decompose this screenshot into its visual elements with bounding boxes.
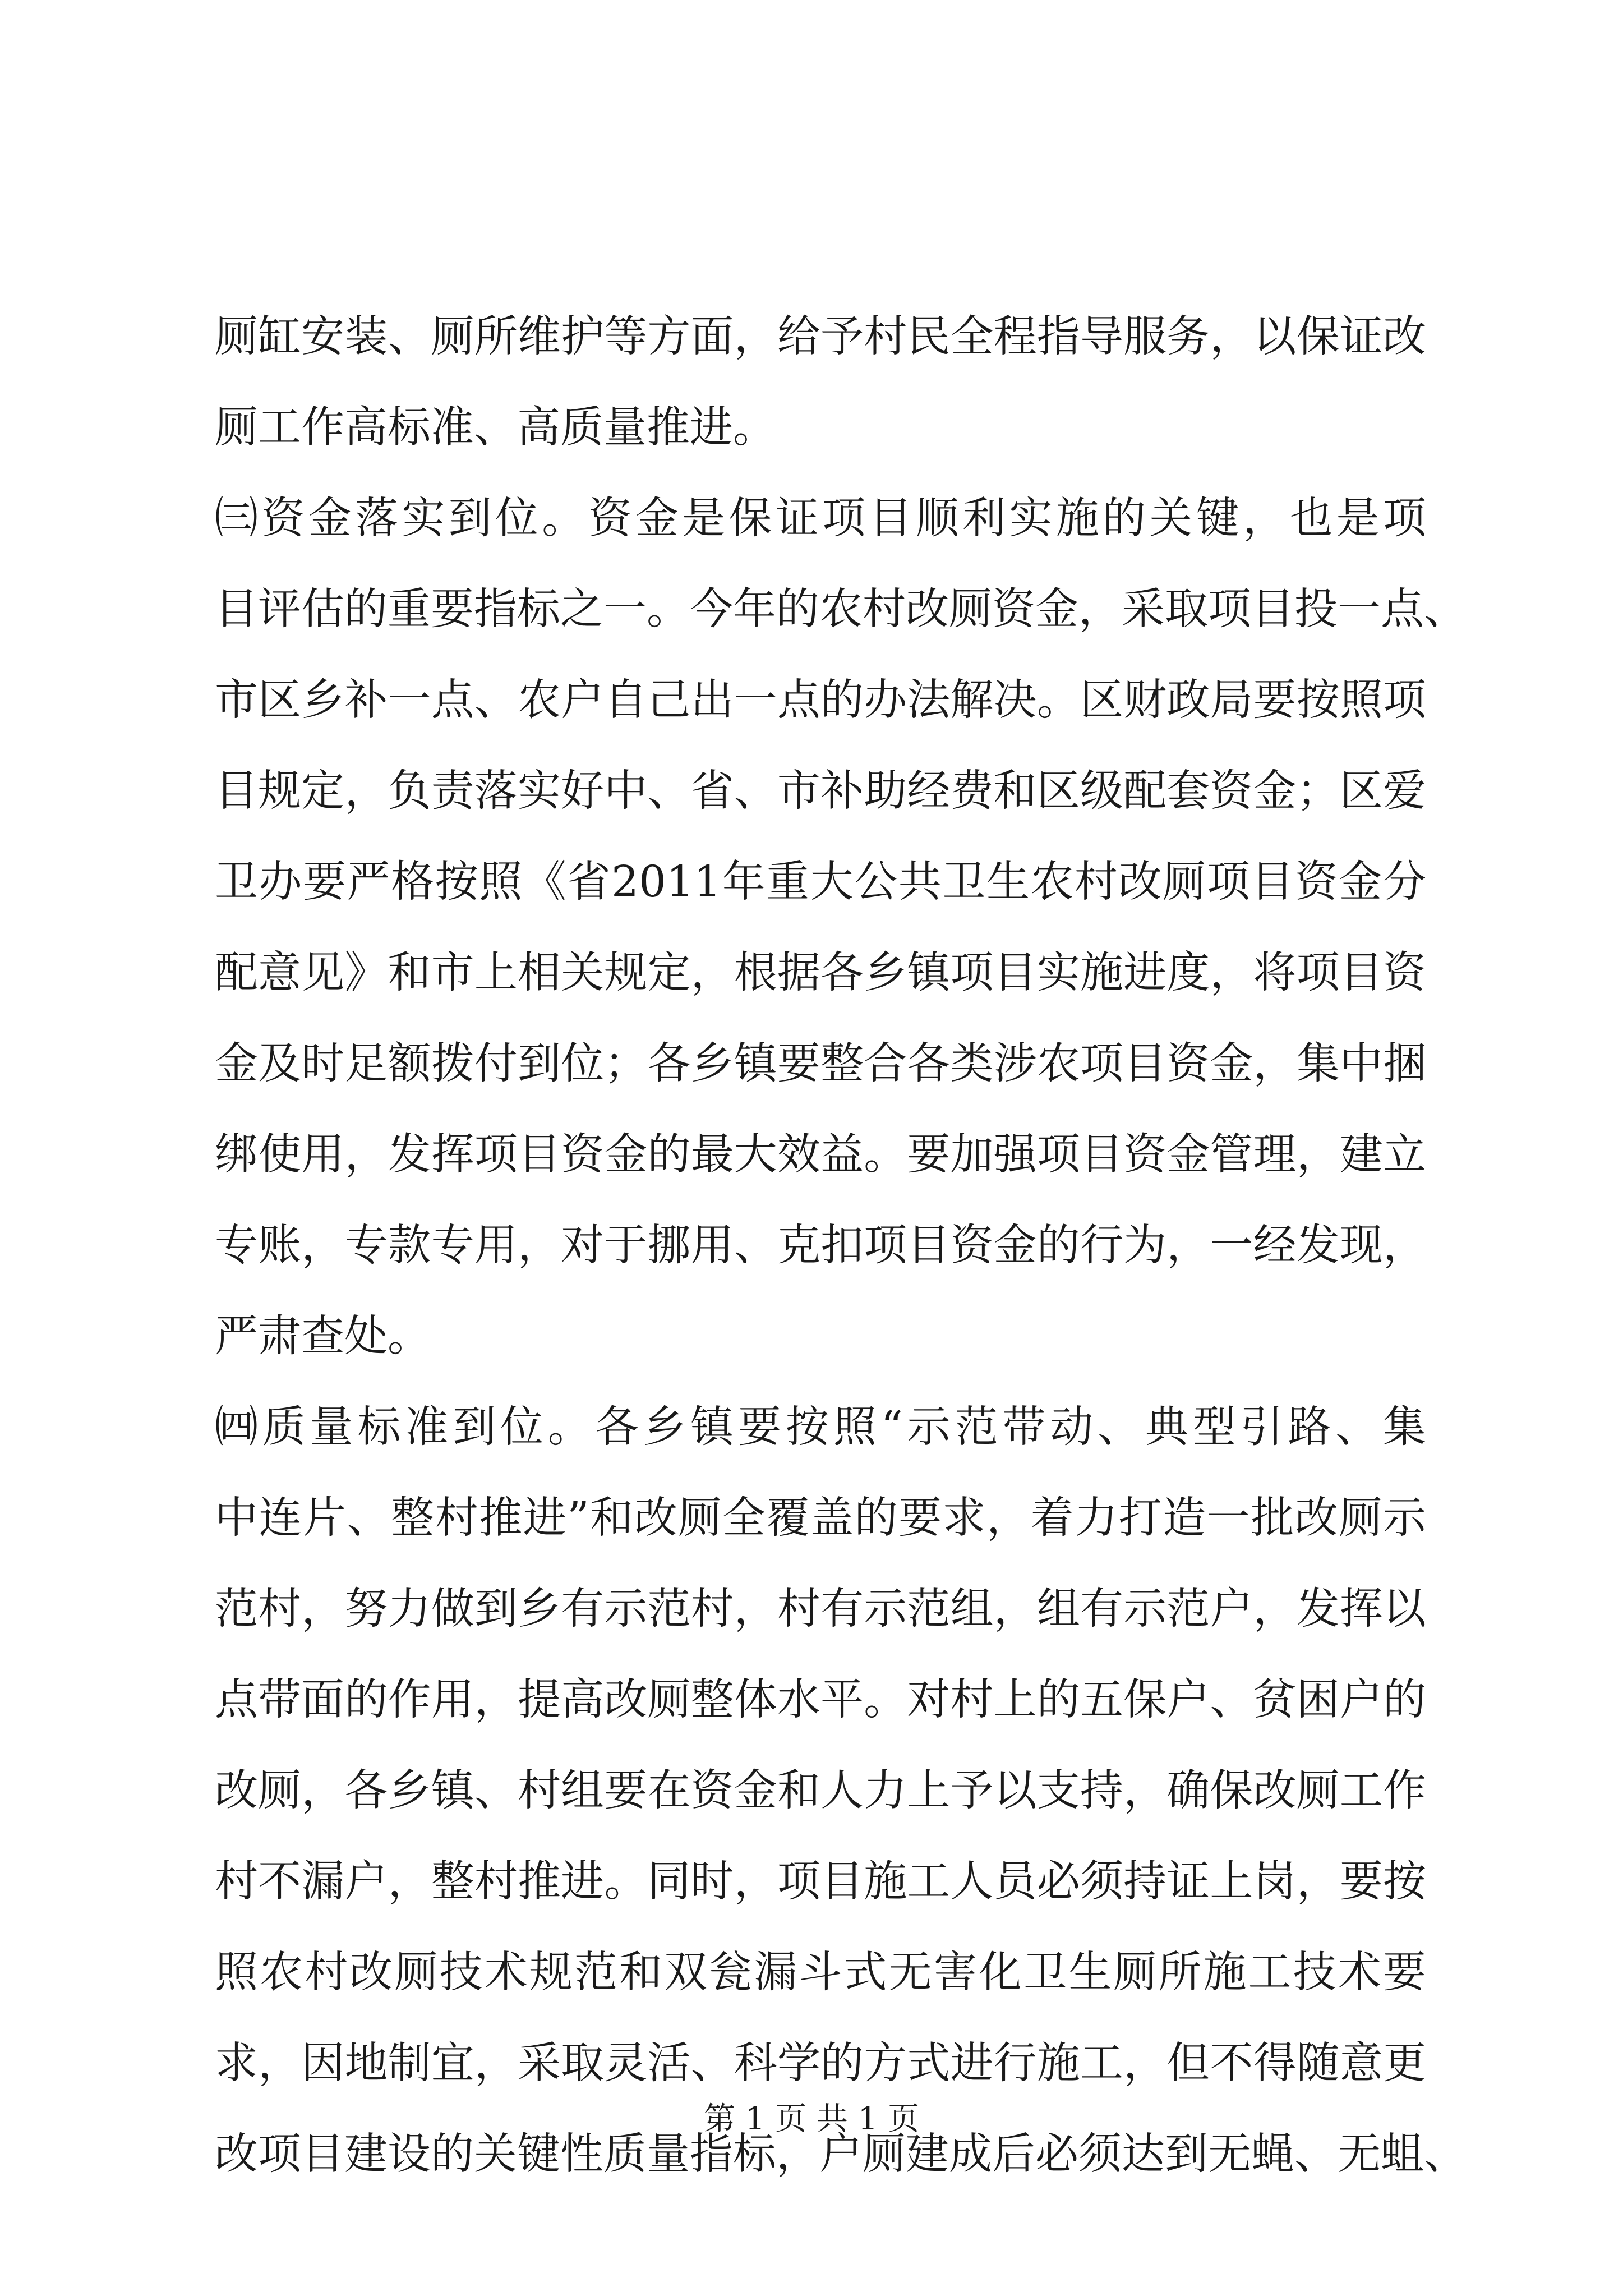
text-line: 配意见》和市上相关规定，根据各乡镇项目实施进度，将项目资 (215, 948, 1426, 998)
text-line: 目规定，负责落实好中、省、市补助经费和区级配套资金；区爱 (215, 766, 1426, 816)
page-footer: 第 1 页 共 1 页 (703, 2101, 920, 2137)
text-line: ㈣质量标准到位。各乡镇要按照“示范带动、典型引路、集 (215, 1402, 1426, 1452)
text-line: 求，因地制宜，采取灵活、科学的方式进行施工，但不得随意更 (215, 2039, 1426, 2088)
text-line: 改厕，各乡镇、村组要在资金和人力上予以支持，确保改厕工作 (215, 1766, 1426, 1816)
text-line: 厕缸安装、厕所维护等方面，给予村民全程指导服务，以保证改 (215, 312, 1426, 362)
text-line: 绑使用，发挥项目资金的最大效益。要加强项目资金管理，建立 (215, 1130, 1426, 1180)
text-line: 专账，专款专用，对于挪用、克扣项目资金的行为，一经发现， (215, 1221, 1426, 1271)
text-line: 范村，努力做到乡有示范村，村有示范组，组有示范户，发挥以 (215, 1584, 1426, 1634)
text-line: 村不漏户，整村推进。同时，项目施工人员必须持证上岗，要按 (215, 1857, 1426, 1907)
text-line: 点带面的作用，提高改厕整体水平。对村上的五保户、贫困户的 (215, 1675, 1426, 1725)
text-line: ㈢资金落实到位。资金是保证项目顺利实施的关键，也是项 (215, 494, 1426, 544)
text-line: 严肃查处。 (215, 1312, 431, 1361)
text-line: 照农村改厕技术规范和双瓮漏斗式无害化卫生厕所施工技术要 (215, 1948, 1426, 1998)
text-line: 厕工作高标准、高质量推进。 (215, 403, 776, 453)
text-line: 市区乡补一点、农户自己出一点的办法解决。区财政局要按照项 (215, 675, 1426, 725)
body-text (215, 292, 1467, 2200)
text-line: 金及时足额拨付到位；各乡镇要整合各类涉农项目资金，集中捆 (215, 1039, 1426, 1089)
text-line: 改项目建设的关键性质量指标，户厕建成后必须达到无蝇、无蛆、 (215, 2129, 1467, 2179)
text-line: 卫办要严格按照《省2011年重大公共卫生农村改厕项目资金分 (215, 857, 1426, 907)
text-line: 中连片、整村推进”和改厕全覆盖的要求，着力打造一批改厕示 (215, 1493, 1426, 1543)
text-line: 目评估的重要指标之一。今年的农村改厕资金，采取项目投一点、 (215, 585, 1467, 634)
